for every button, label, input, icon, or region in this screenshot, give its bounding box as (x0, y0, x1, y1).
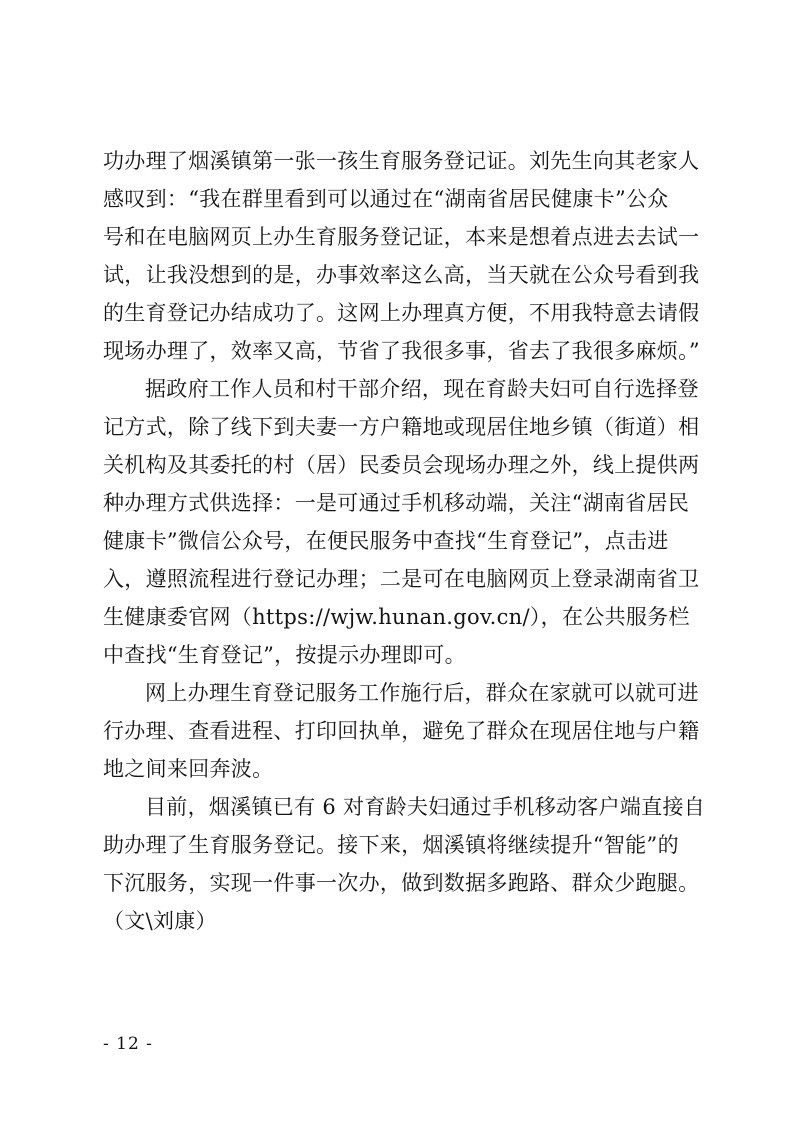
text-line: 记方式，除了线下到夫妻一方户籍地或现居住地乡镇（街道）相 (103, 415, 700, 439)
paragraph-quote (103, 142, 703, 370)
article-body (103, 142, 706, 940)
text-line: 的生育登记办结成功了。这网上办理真方便，不用我特意去请假 (103, 301, 700, 325)
text-line: 助办理了生育服务登记。接下来，烟溪镇将继续提升“智能”的 (103, 833, 679, 857)
text-line: 据政府工作人员和村干部介绍，现在育龄夫妇可自行选择登 (145, 377, 699, 401)
text-line: 健康卡”微信公众号，在便民服务中查找“生育登记”，点击进 (103, 529, 669, 553)
text-line: 种办理方式供选择：一是可通过手机移动端，关注“湖南省居民 (103, 491, 690, 515)
text-line: 目前，烟溪镇已有 6 对育龄夫妇通过手机移动客户端直接自 (145, 795, 706, 819)
text-line: 感叹到：“我在群里看到可以通过在“湖南省居民健康卡”公众 (103, 187, 669, 211)
text-line: 地之间来回奔波。 (103, 757, 274, 781)
text-line: 入，遵照流程进行登记办理；二是可在电脑网页上登录湖南省卫 (103, 567, 700, 591)
paragraph-current-status (103, 788, 706, 940)
paragraph-online-benefits (103, 674, 703, 788)
byline: （文\刘康） (103, 909, 217, 933)
text-line: 生健康委官网（https://wjw.hunan.gov.cn/），在公共服务栏 (103, 605, 690, 629)
text-line: 功办理了烟溪镇第一张一孩生育服务登记证。刘先生向其老家人 (103, 149, 700, 173)
text-line: 下沉服务，实现一件事一次办，做到数据多跑路、群众少跑腿。 (103, 871, 700, 895)
paragraph-registration-methods (103, 370, 703, 674)
text-line: 现场办理了，效率又高，节省了我很多事，省去了我很多麻烦。” (103, 339, 700, 363)
text-line: 号和在电脑网页上办生育服务登记证，本来是想着点进去去试一 (103, 225, 700, 249)
text-line: 行办理、查看进程、打印回执单，避免了群众在现居住地与户籍 (103, 719, 700, 743)
text-line: 中查找“生育登记”，按提示办理即可。 (103, 643, 466, 667)
text-line: 网上办理生育登记服务工作施行后，群众在家就可以就可进 (145, 681, 699, 705)
text-line: 关机构及其委托的村（居）民委员会现场办理之外，线上提供两 (103, 453, 700, 477)
text-line: 试，让我没想到的是，办事效率这么高，当天就在公众号看到我 (103, 263, 700, 287)
page-number: - 12 - (103, 1034, 153, 1054)
